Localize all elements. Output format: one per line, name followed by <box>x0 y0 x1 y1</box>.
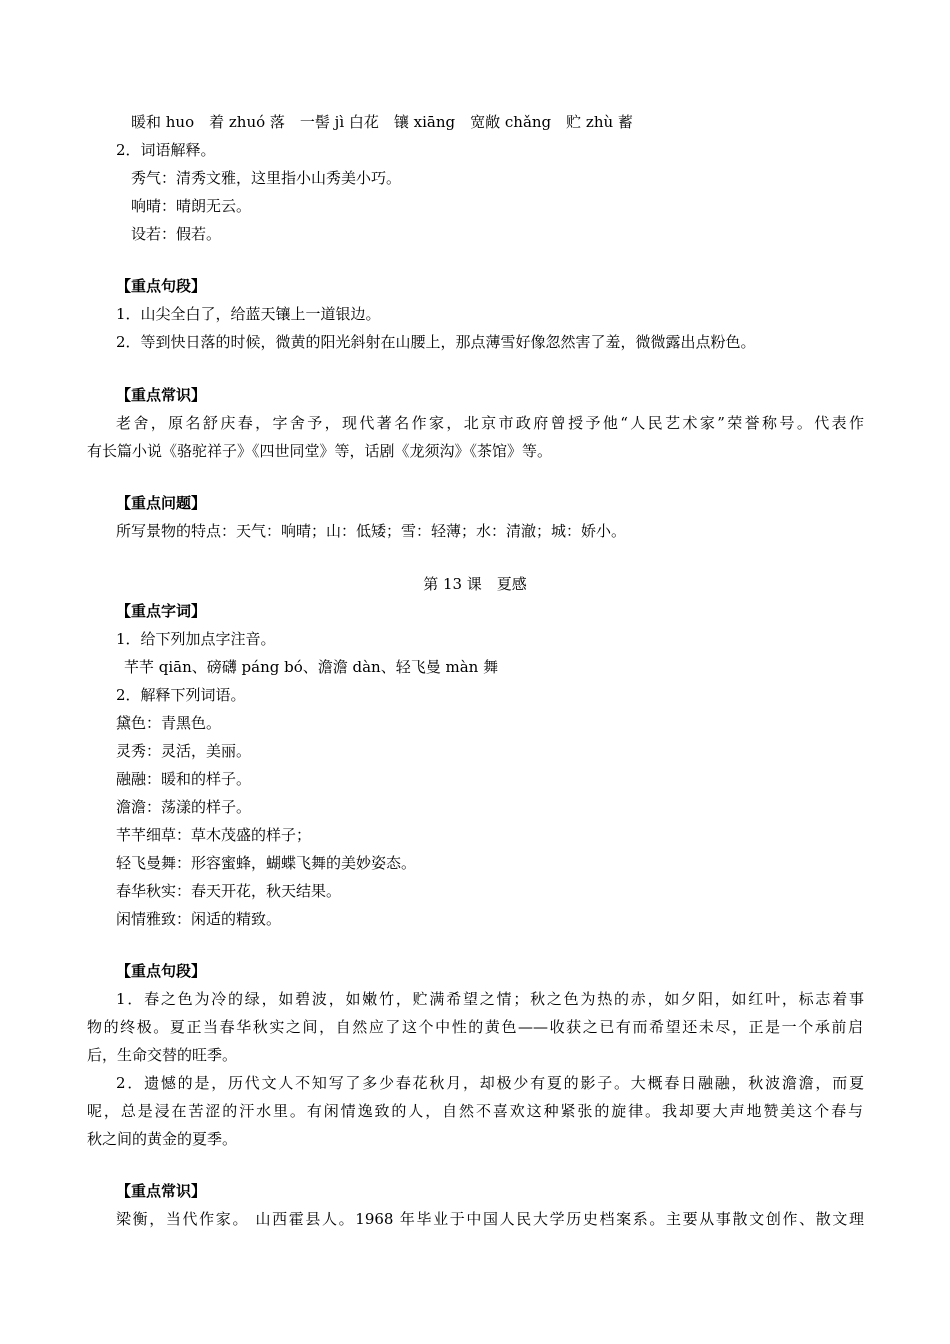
definition-line: 黛色：青黑色。 <box>116 714 222 732</box>
section-heading: 【重点常识】 <box>116 1182 207 1200</box>
definition-line: 轻飞曼舞：形容蜜蜂，蝴蝶飞舞的美妙姿态。 <box>116 854 417 872</box>
paragraph-line: 有长篇小说《骆驼祥子》《四世同堂》等，话剧《龙须沟》《茶馆》等。 <box>87 442 553 460</box>
sentence-line: 2．等到快日落的时候，微黄的阳光斜射在山腰上，那点薄雪好像忽然害了羞，微微露出点粉色。 <box>116 333 756 351</box>
paragraph-line: 呢，总是浸在苦涩的汗水里。有闲情逸致的人，自然不喜欢这种紧张的旋律。我却要大声地赞美这个春与 <box>87 1102 863 1120</box>
paragraph-line: 1．春之色为冷的绿，如碧波，如嫩竹，贮满希望之情；秋之色为热的赤，如夕阳，如红叶，标志着事 <box>116 990 864 1008</box>
definition-line: 融融：暖和的样子。 <box>116 770 252 788</box>
item-heading: 2．解释下列词语。 <box>116 686 246 704</box>
definition-line: 春华秋实：春天开花，秋天结果。 <box>116 882 342 900</box>
paragraph-line: 老舍，原名舒庆春，字舍予，现代著名作家，北京市政府曾授予他“人民艺术家”荣誉称号。代表作 <box>116 414 864 432</box>
definition-line: 设若：假若。 <box>131 225 222 243</box>
definition-line: 澹澹：荡漾的样子。 <box>116 798 252 816</box>
section-heading: 【重点句段】 <box>116 962 207 980</box>
section-heading: 【重点问题】 <box>116 494 207 512</box>
paragraph-line: 秋之间的黄金的夏季。 <box>87 1130 238 1148</box>
definition-line: 灵秀：灵活，美丽。 <box>116 742 252 760</box>
paragraph-line: 2．遗憾的是，历代文人不知写了多少春花秋月，却极少有夏的影子。大概春日融融，秋波澹澹，而夏 <box>116 1074 864 1092</box>
definition-line: 芊芊细草：草木茂盛的样子； <box>116 826 312 844</box>
item-heading: 1．给下列加点字注音。 <box>116 630 276 648</box>
sentence-line: 1．山尖全白了，给蓝天镶上一道银边。 <box>116 305 381 323</box>
paragraph-line: 所写景物的特点：天气：响晴；山：低矮；雪：轻薄；水：清澈；城：娇小。 <box>116 522 627 540</box>
section-heading: 【重点字词】 <box>116 602 207 620</box>
item-heading: 2．词语解释。 <box>116 141 216 159</box>
section-heading: 【重点句段】 <box>116 277 207 295</box>
lesson-title: 第 13 课 夏感 <box>423 575 527 593</box>
definition-line: 秀气：清秀文雅，这里指小山秀美小巧。 <box>131 169 402 187</box>
paragraph-line: 后，生命交替的旺季。 <box>87 1046 238 1064</box>
paragraph-line: 梁衡，当代作家。 山西霍县人。1968 年毕业于中国人民大学历史档案系。主要从事散文创作、散文理 <box>116 1210 864 1228</box>
definition-line: 闲情雅致：闲适的精致。 <box>116 910 282 928</box>
section-heading: 【重点常识】 <box>116 386 207 404</box>
paragraph-line: 物的终极。夏正当春华秋实之间，自然应了这个中性的黄色——收获之已有而希望还未尽，正是一个承前启 <box>87 1018 863 1036</box>
pinyin-line: 芊芊 qiān、磅礴 páng bó、澹澹 dàn、轻飞曼 màn 舞 <box>124 658 499 676</box>
definition-line: 响晴：晴朗无云。 <box>131 197 252 215</box>
pinyin-line: 暖和 huo 着 zhuó 落 一髻 jì 白花 镶 xiāng 宽敞 chǎng 贮 zhù 蓄 <box>131 113 633 131</box>
